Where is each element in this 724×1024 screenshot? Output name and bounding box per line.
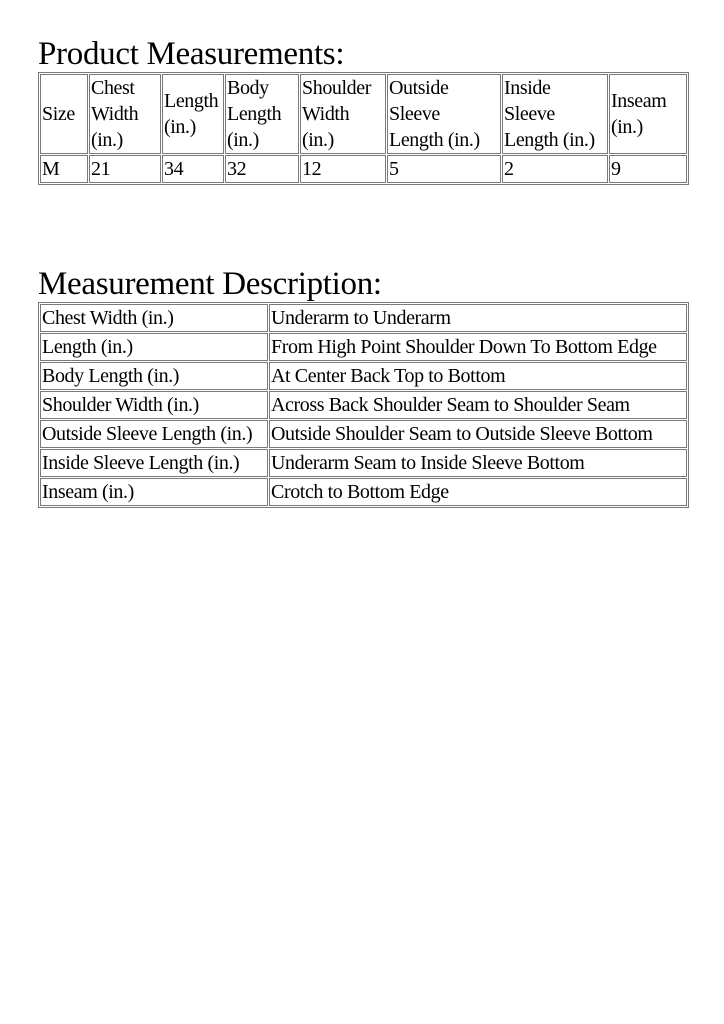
measurement-description-table: [38, 302, 689, 508]
header-inseam: Inseam (in.): [609, 74, 687, 154]
header-length: Length (in.): [162, 74, 224, 154]
table-row: [40, 304, 687, 332]
description-term: Inside Sleeve Length (in.): [40, 449, 268, 477]
header-shoulder-width: Shoulder Width (in.): [300, 74, 386, 154]
cell-chest-width: 21: [89, 155, 161, 183]
description-term: Length (in.): [40, 333, 268, 361]
table-row: [40, 362, 687, 390]
description-term: Inseam (in.): [40, 478, 268, 506]
table-row: [40, 155, 687, 183]
product-measurements-table: [38, 72, 689, 185]
cell-shoulder-width: 12: [300, 155, 386, 183]
cell-outside-sleeve-length: 5: [387, 155, 501, 183]
table-row: [40, 420, 687, 448]
description-term: Shoulder Width (in.): [40, 391, 268, 419]
cell-body-length: 32: [225, 155, 299, 183]
cell-size: M: [40, 155, 88, 183]
description-text: Crotch to Bottom Edge: [269, 478, 687, 506]
description-text: Across Back Shoulder Seam to Shoulder Seam: [269, 391, 687, 419]
description-text: Outside Shoulder Seam to Outside Sleeve Bottom: [269, 420, 687, 448]
header-inside-sleeve-length: Inside Sleeve Length (in.): [502, 74, 608, 154]
table-row: [40, 449, 687, 477]
table-header-row: [40, 74, 687, 154]
header-size: Size: [40, 74, 88, 154]
description-text: Underarm Seam to Inside Sleeve Bottom: [269, 449, 687, 477]
header-outside-sleeve-length: Outside Sleeve Length (in.): [387, 74, 501, 154]
cell-length: 34: [162, 155, 224, 183]
cell-inside-sleeve-length: 2: [502, 155, 608, 183]
description-text: At Center Back Top to Bottom: [269, 362, 687, 390]
header-chest-width: Chest Width (in.): [89, 74, 161, 154]
description-term: Outside Sleeve Length (in.): [40, 420, 268, 448]
measurement-description-title: Measurement Description:: [38, 266, 382, 302]
header-body-length: Body Length (in.): [225, 74, 299, 154]
table-row: [40, 391, 687, 419]
table-row: [40, 478, 687, 506]
description-term: Chest Width (in.): [40, 304, 268, 332]
description-text: Underarm to Underarm: [269, 304, 687, 332]
product-measurements-title: Product Measurements:: [38, 36, 345, 72]
table-row: [40, 333, 687, 361]
cell-inseam: 9: [609, 155, 687, 183]
description-text: From High Point Shoulder Down To Bottom Edge: [269, 333, 687, 361]
description-term: Body Length (in.): [40, 362, 268, 390]
